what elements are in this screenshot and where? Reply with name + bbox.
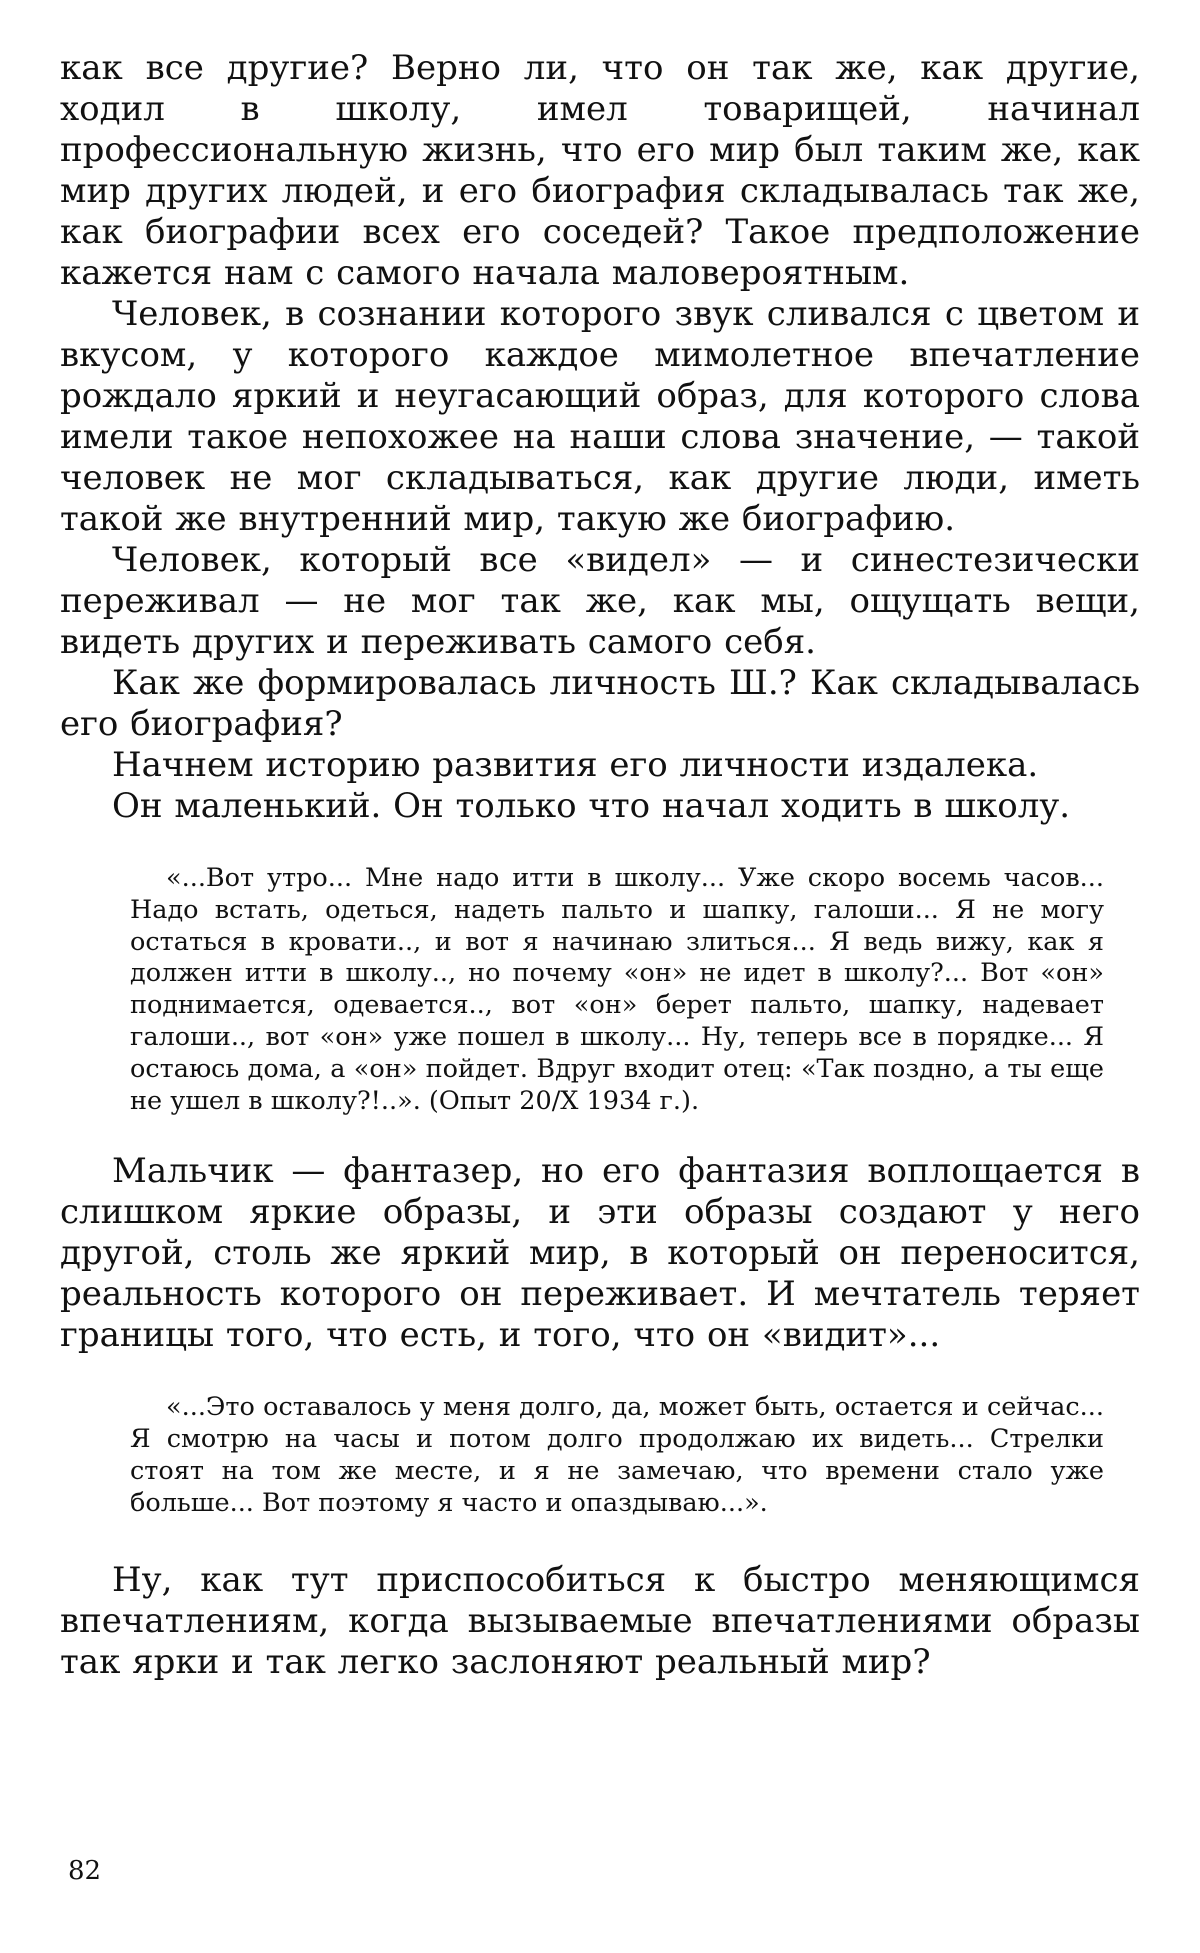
page-number: 82	[68, 1856, 102, 1886]
page-body	[60, 48, 1140, 1683]
paragraph-1: как все другие? Верно ли, что он так же, как другие, ходил в школу, имел товарищей, начинал профессиональную жизнь, что его мир был таким же, как мир других людей, и его биография складывалась так же, как биографии всех его соседей? Такое предположение кажется нам с самого начала маловероятным.	[60, 48, 1140, 293]
block-quote-1-container	[60, 863, 1140, 1117]
paragraph-2: Человек, в сознании которого звук сливался с цветом и вкусом, у которого каждое мимолетное впечатление рождало яркий и неугасающий образ, для которого слова имели такое непохожее на наши слова значение, — такой человек не мог складываться, как другие люди, иметь такой же внутренний мир, такую же биографию.	[60, 294, 1140, 539]
paragraph-6: Он маленький. Он только что начал ходить в школу.	[112, 786, 1071, 826]
paragraph-final: Ну, как тут приспособиться к быстро меняющимся впечатлениям, когда вызываемые впечатлениями образы так ярки и так легко заслоняют реальный мир?	[60, 1559, 1140, 1682]
paragraph-3: Человек, который все «видел» — и синестезически переживал — не мог так же, как мы, ощущать вещи, видеть других и переживать самого себя.	[60, 540, 1140, 662]
block-quote-1: «...Вот утро... Мне надо итти в школу... Уже скоро восемь часов... Надо встать, одеться, надеть пальто и шапку, галоши... Я не могу остаться в кровати.., и вот я начинаю злиться... Я ведь вижу, как я должен итти в школу.., но почему «он» не идет в школу?... Вот «он» поднимается, одевается.., вот «он» берет пальто, шапку, надевает галоши.., вот «он» уже пошел в школу... Ну, теперь все в порядке... Я остаюсь дома, а «он» пойдет. Вдруг входит отец: «Так поздно, а ты еще не ушел в школу?!..». (Опыт 20/X 1934 г.).	[130, 863, 1104, 1116]
paragraph-4: Как же формировалась личность Ш.? Как складывалась его биография?	[60, 663, 1140, 744]
block-quote-2: «...Это оставалось у меня долго, да, может быть, остается и сейчас... Я смотрю на часы и потом долго продолжаю их видеть... Стрелки стоят на том же месте, и я не замечаю, что времени стало уже больше... Вот поэтому я часто и опаздываю...».	[130, 1392, 1104, 1518]
block-quote-2-container	[60, 1392, 1140, 1519]
paragraph-5: Начнем историю развития его личности издалека.	[112, 745, 1039, 785]
paragraph-7: Мальчик — фантазер, но его фантазия воплощается в слишком яркие образы, и эти образы создают у него другой, столь же яркий мир, в который он переносится, реальность которого он переживает. И мечтатель теряет границы того, что есть, и того, что он «видит»...	[60, 1151, 1140, 1356]
